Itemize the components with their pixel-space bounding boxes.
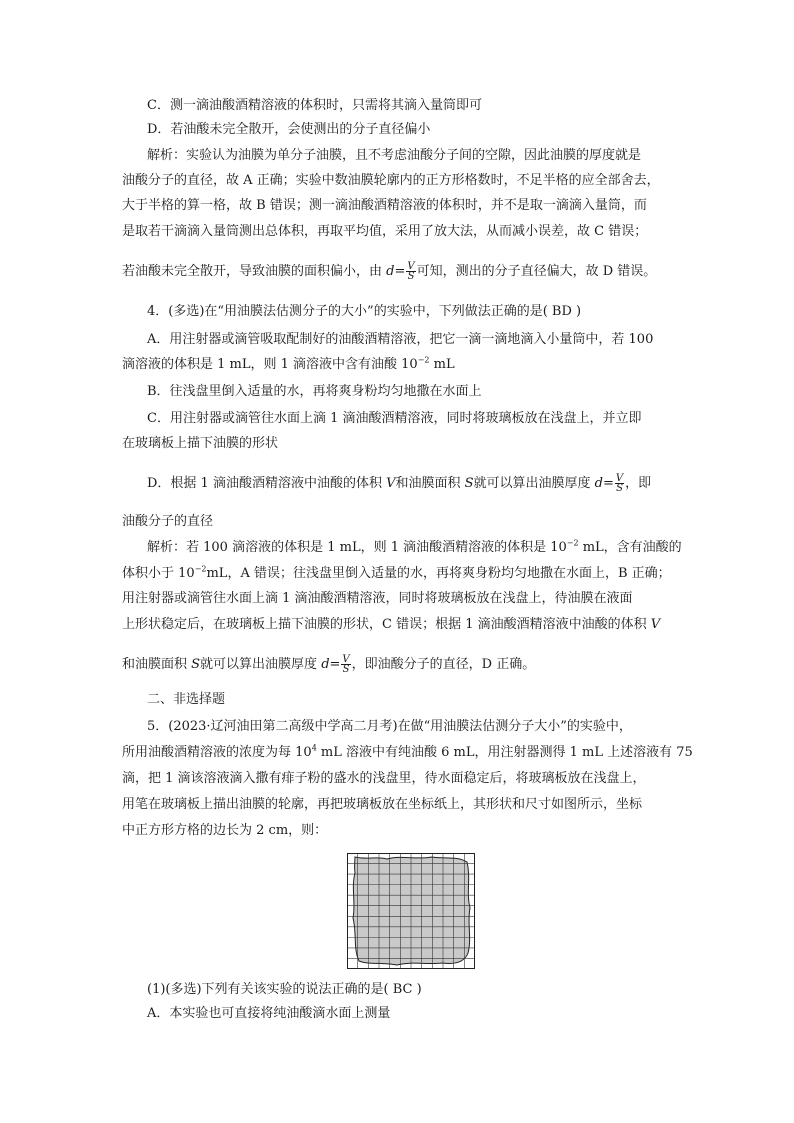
question-5-stem: 5．(2023·辽河油田第二高级中学高二月考)在做“用油膜法估测分子大小”的实验中， <box>147 719 632 734</box>
option-c-cont: 在玻璃板上描下油膜的形状 <box>122 436 279 451</box>
option-d-cont: 油酸分子的直径 <box>122 514 214 529</box>
analysis-line: 解析：实验认为油膜为单分子油膜，且不考虑油酸分子间的空隙，因此油膜的厚度就是 <box>147 148 642 163</box>
option-a: A．本实验也可直接将纯油酸滴水面上测量 <box>147 1006 391 1021</box>
analysis-line: 油酸分子的直径，故 A 正确；实验中数油膜轮廓内的正方形格数时，不足半格的应全部舍去， <box>122 173 660 188</box>
option-b: B．往浅盘里倒入适量的水，再将爽身粉均匀地撒在水面上 <box>147 384 482 399</box>
question-4-stem: 4．(多选)在“用油膜法估测分子的大小”的实验中，下列做法正确的是( BD ) <box>147 304 582 319</box>
sub-question-1: (1)(多选)下列有关该实验的说法正确的是( BC ) <box>147 982 422 997</box>
analysis-line-with-formula: 若油酸未完全散开，导致油膜的面积偏小，由 d= $\frac{V}{S}$ 可知，测出的分子直径偏大，故 D 错误。 <box>122 261 657 282</box>
option-d-with-formula: D．根据 1 滴油酸酒精溶液中油酸的体积 V和油膜面积 S就可以算出油膜厚度 d= $\frac{V}{S}$ ，即 <box>147 473 652 494</box>
question-5-line: 滴，把 1 滴该溶液滴入撒有痱子粉的盛水的浅盘里，待水面稳定后，将玻璃板放在浅盘上， <box>122 771 646 786</box>
formula-fraction: $\frac{V}{S}$ <box>342 654 350 675</box>
question-5-line: 中正方形方格的边长为 2 cm，则： <box>122 823 328 838</box>
analysis-line: 是取若干滴滴入量筒测出总体积，再取平均值，采用了放大法，从而减小误差，故 C 错误； <box>122 224 648 239</box>
option-d: D．若油酸未完全散开，会使测出的分子直径偏小 <box>147 122 431 137</box>
formula-fraction: $\frac{V}{S}$ <box>615 473 624 494</box>
analysis-line-with-formula: 和油膜面积 S就可以算出油膜厚度 d= $\frac{V}{S}$ ，即油酸分子的直径，D 正确。 <box>122 654 536 675</box>
analysis-line: 解析：若 100 滴溶液的体积是 1 mL，则 1 滴油酸酒精溶液的体积是 $10^{-2}$ mL，含有油酸的 <box>147 538 682 555</box>
option-a-cont: 滴溶液的体积是 1 mL，则 1 滴溶液中含有油酸 $10^{-2}$ mL <box>122 355 455 372</box>
option-c: C．测一滴油酸酒精溶液的体积时，只需将其滴入量筒即可 <box>147 98 482 113</box>
option-c: C．用注射器或滴管往水面上滴 1 滴油酸酒精溶液，同时将玻璃板放在浅盘上，并立即 <box>147 411 642 426</box>
analysis-line: 体积小于 $10^{-2}mL$，A 错误；往浅盘里倒入适量的水，再将爽身粉均匀地撒在水面上，B 正确； <box>122 564 671 581</box>
analysis-line: 上形状稳定后，在玻璃板上描下油膜的形状，C 错误；根据 1 滴油酸酒精溶液中油酸的体积 V <box>122 617 661 632</box>
formula-fraction: $\frac{V}{S}$ <box>407 261 415 282</box>
question-5-line: 用笔在玻璃板上描出油膜的轮廓，再把玻璃板放在坐标纸上，其形状和尺寸如图所示，坐标 <box>122 797 643 812</box>
question-5-line: 所用油酸酒精溶液的浓度为每 $10^4$ mL 溶液中有纯油酸 6 mL，用注射器测得 1 mL 上述溶液有 75 <box>122 743 693 760</box>
analysis-line: 大于半格的算一格，故 B 错误；测一滴油酸酒精溶液的体积时，并不是取一滴滴入量筒，而 <box>122 198 647 213</box>
section-heading: 二、非选择题 <box>147 692 226 707</box>
option-a: A．用注射器或滴管吸取配制好的油酸酒精溶液，把它一滴一滴地滴入小量筒中，若 100 <box>147 332 654 347</box>
analysis-line: 用注射器或滴管往水面上滴 1 滴油酸酒精溶液，同时将玻璃板放在浅盘上，待油膜在液面 <box>122 591 633 606</box>
oil-film-shape <box>353 857 470 965</box>
oil-film-grid-figure <box>347 853 475 969</box>
